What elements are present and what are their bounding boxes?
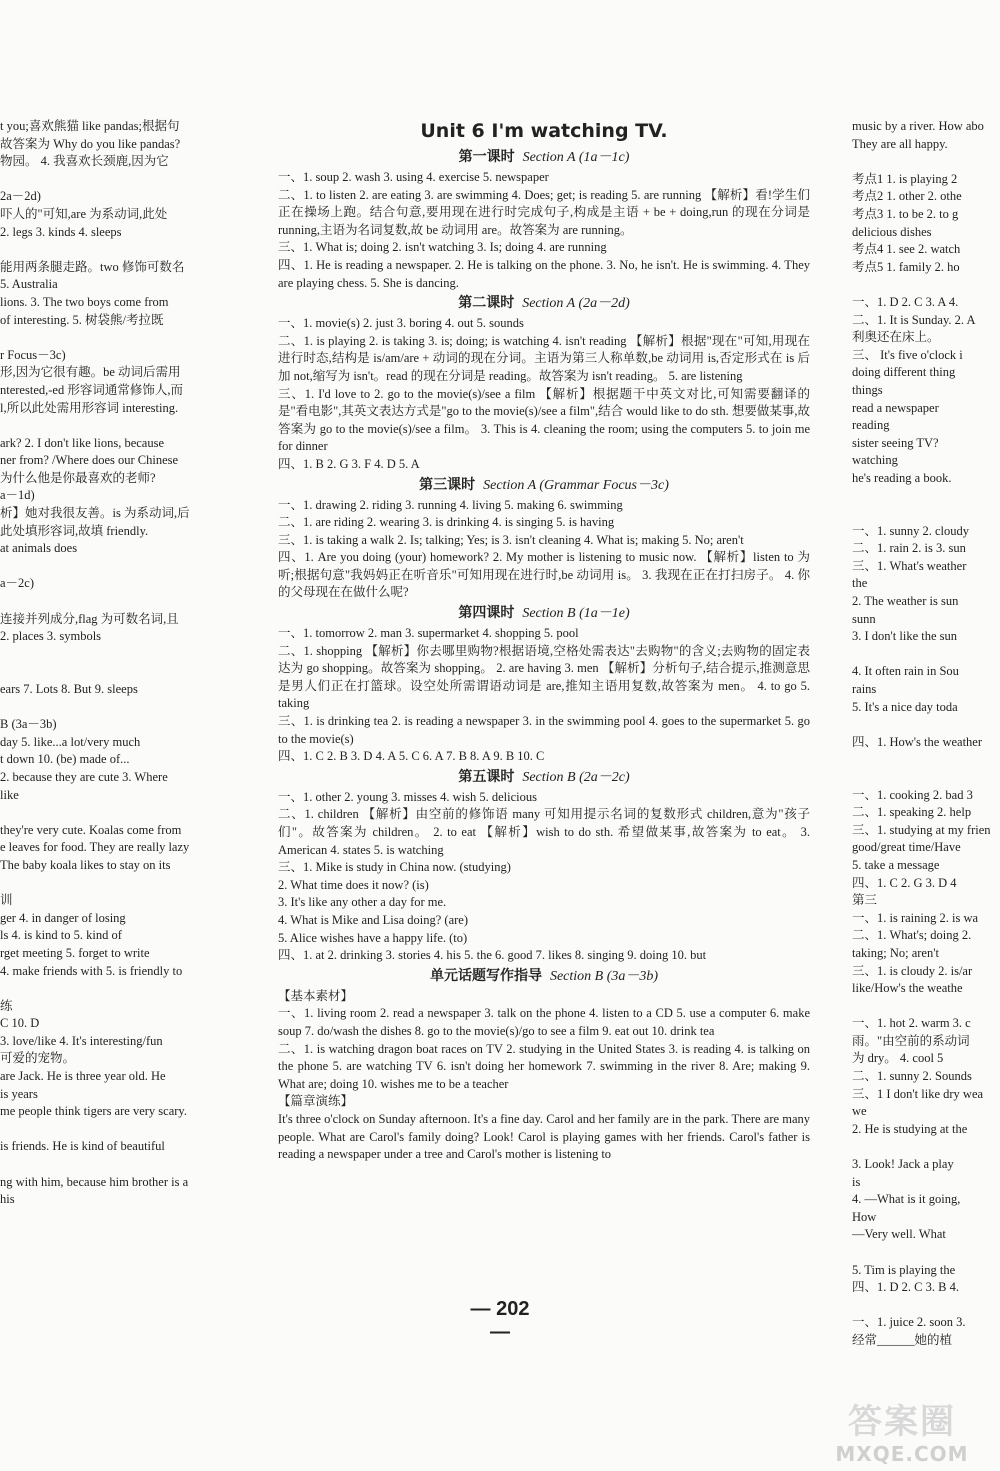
- left_column-line: r Focus－3c): [0, 347, 66, 362]
- answer-line: 3. It's like any other a day for me.: [278, 895, 447, 910]
- left_column-line: they're very cute. Koalas come from: [0, 822, 182, 837]
- right_column-line: [852, 1297, 1000, 1315]
- right_column-line: [852, 1138, 1000, 1156]
- right_column-line: 二、1. What's; doing 2.: [852, 928, 972, 943]
- lesson-title: 第四课时: [458, 605, 515, 622]
- right_column-line: 经常______她的植: [852, 1332, 953, 1347]
- right_column-line: 一、1. hot 2. warm 3. c: [852, 1016, 971, 1031]
- right_column-line: 二、1. It is Sunday. 2. A: [852, 312, 976, 327]
- middle-column: [278, 118, 810, 1164]
- right_column-line: 四、1. D 2. C 3. B 4.: [852, 1280, 959, 1295]
- right_column-line: 2. The weather is sun: [852, 594, 959, 609]
- section-heading: [278, 965, 810, 988]
- answer-line: 一、1. soup 2. wash 3. using 4. exercise 5. newspaper: [278, 170, 549, 184]
- right-column: [852, 118, 1000, 1350]
- answer-line: 一、1. tomorrow 2. man 3. supermarket 4. shopping 5. pool: [278, 626, 579, 641]
- left_column-line: [0, 1121, 222, 1139]
- section-heading: [278, 766, 810, 789]
- left_column-line: [0, 593, 222, 611]
- page-number: — 202 —: [470, 1298, 530, 1343]
- right_column-line: 一、1. is raining 2. is wa: [852, 910, 979, 925]
- left_column-line: 5. Australia: [0, 277, 58, 292]
- left_column-line: 连接并列成分,flag 为可数名词,且: [0, 611, 179, 626]
- right_column-line: good/great time/Have: [852, 840, 961, 855]
- right_column-line: 5. Tim is playing the: [852, 1262, 956, 1277]
- left_column-line: [0, 663, 222, 681]
- right_column-line: 考点3 1. to be 2. to g: [852, 206, 959, 221]
- section-heading: [278, 146, 810, 169]
- unit-title: Unit 6 I'm watching TV.: [420, 120, 668, 142]
- right_column-line: 三、1. What's weather: [852, 558, 967, 573]
- right_column-line: 为 dry。 4. cool 5: [852, 1051, 944, 1066]
- right_column-line: 2. He is studying at the: [852, 1121, 968, 1136]
- left_column-line: of interesting. 5. 树袋熊/考拉既: [0, 312, 164, 327]
- right_column-line: 三、1 I don't like dry wea: [852, 1086, 984, 1101]
- right_column-line: 三、1. is cloudy 2. is/ar: [852, 963, 973, 978]
- answer-line: 一、1. movie(s) 2. just 3. boring 4. out 5. sounds: [278, 316, 524, 331]
- right_column-line: [852, 276, 1000, 294]
- answer-line: 二、1. children 【解析】由空前的修饰语 many 可知用提示名词的复数形式 children,意为"孩子们"。故答案为 children。 2. to eat 【解析】wish to do sth. 希望做某事,故答案为 to eat。 3. American 4. states 5. is watching: [278, 807, 810, 857]
- left_column-line: 4. make friends with 5. is friendly to: [0, 963, 183, 978]
- left_column-line: 2a－2d): [0, 189, 41, 204]
- right_column-line: 3. I don't like the sun: [852, 629, 958, 644]
- right_column-line: How: [852, 1209, 877, 1224]
- right_column-line: is: [852, 1174, 861, 1189]
- left_column-line: 3. love/like 4. It's interesting/fun: [0, 1033, 163, 1048]
- right_column-line: sunn: [852, 611, 876, 626]
- answer-line: 一、1. living room 2. read a newspaper 3. talk on the phone 4. listen to a CD 5. use a computer 6. make soup 7. do/wash the dishes 8. go to the movie(s)/go to see a film 9. eat out 10. drink tea: [278, 1006, 810, 1038]
- lesson-title: 单元话题写作指导: [429, 967, 542, 984]
- right_column-line: reading: [852, 418, 890, 433]
- section-subtitle: Section A (2a－2d): [522, 296, 630, 312]
- right_column-line: 一、1. cooking 2. bad 3: [852, 787, 973, 802]
- right_column-line: 四、1. How's the weather: [852, 734, 982, 749]
- left_column-line: ger 4. in danger of losing: [0, 910, 126, 925]
- answer-line: 5. Alice wishes have a happy life. (to): [278, 930, 468, 945]
- answer-line: 四、1. He is reading a newspaper. 2. He is talking on the phone. 3. No, he isn't. He is swimming. 4. They are playing chess. 5. She is dancing.: [278, 257, 810, 290]
- left_column-line: 训: [0, 893, 13, 908]
- answer-line: 4. What is Mike and Lisa doing? (are): [278, 912, 468, 927]
- left_column-line: ears 7. Lots 8. But 9. sleeps: [0, 682, 138, 696]
- answer-line: 【篇章演练】: [278, 1094, 354, 1109]
- lesson-title: 第五课时: [458, 768, 515, 785]
- section-subtitle: Section A (Grammar Focus－3c): [483, 477, 669, 493]
- right_column-line: watching: [852, 453, 898, 468]
- right_column-line: 四、1. C 2. G 3. D 4: [852, 875, 957, 890]
- answer-line: 二、1. are riding 2. wearing 3. is drinking 4. is singing 5. is having: [278, 515, 615, 530]
- left_column-line: [0, 804, 222, 822]
- left_column-line: ark? 2. I don't like lions, because: [0, 435, 165, 450]
- left_column-line: ls 4. is kind to 5. kind of: [0, 928, 122, 943]
- left_column-line: l,所以此处需用形容词 interesting.: [0, 400, 179, 415]
- left_column-line: 为什么他是你最喜欢的老师?: [0, 470, 156, 485]
- answer-line: 三、1. I'd love to 2. go to the movie(s)/see a film 【解析】根据题干中英文对比,可知需要翻译的是"看电影",其英文表达方式是"go to the movie(s)/see a film",结合 would like to do sth. 想要做某事,故答案为 go to the movie(s)/see a film。 3. This is 4. cleaning the room; using the computers 5. to join me for dinner: [278, 386, 810, 454]
- left_column-line: t down 10. (be) made of...: [0, 752, 130, 767]
- left_column-line: [0, 329, 222, 347]
- left_column-line: [0, 875, 222, 893]
- left_column-line: t you;喜欢熊猫 like pandas;根据句: [0, 119, 180, 133]
- section-subtitle: Section B (2a－2c): [522, 769, 630, 785]
- right_column-line: They are all happy.: [852, 136, 948, 151]
- section-heading: [278, 474, 810, 497]
- answer-line: 一、1. other 2. young 3. misses 4. wish 5. delicious: [278, 789, 538, 804]
- right_column-line: 5. take a message: [852, 857, 940, 872]
- right_column-line: 考点4 1. see 2. watch: [852, 242, 961, 257]
- left_column-line: 故答案为 Why do you like pandas?: [0, 136, 181, 151]
- section-heading: [278, 602, 810, 625]
- right_column-line: 3. Look! Jack a play: [852, 1157, 954, 1172]
- right_column-line: 一、1. D 2. C 3. A 4.: [852, 294, 959, 309]
- answer-line: 2. What time does it now? (is): [278, 877, 429, 892]
- right_column-line: 4. —What is it going,: [852, 1192, 961, 1207]
- left_column-line: The baby koala likes to stay on its: [0, 857, 171, 872]
- left_column-line: 2. legs 3. kinds 4. sleeps: [0, 224, 122, 239]
- left_column-line: 析】她对我很友善。is 为系动词,后: [0, 506, 190, 521]
- answer-line: 三、1. Mike is study in China now. (studying): [278, 860, 511, 875]
- answer-line: 四、1. Are you doing (your) homework? 2. My mother is listening to music now. 【解析】listen to 为听;根据句意"我妈妈正在听音乐"可知用现在进行时,be 动词用 is。 3. 我现在正在打扫房子。 4. 你的父母现在在做什么呢?: [278, 550, 810, 600]
- section-subtitle: Section A (1a－1c): [522, 150, 630, 165]
- right_column-line: 二、1. speaking 2. help: [852, 805, 972, 820]
- left_column-line: a－2c): [0, 576, 35, 591]
- left_column-line: rget meeting 5. forget to write: [0, 945, 150, 960]
- section-heading: [278, 292, 810, 315]
- left_column-line: me people think tigers are very scary.: [0, 1104, 187, 1119]
- right_column-line: [852, 769, 1000, 787]
- right_column-line: 一、1. juice 2. soon 3.: [852, 1315, 966, 1330]
- lesson-title: 第一课时: [458, 149, 515, 165]
- answer-line: 二、1. is playing 2. is taking 3. is; doing; is watching 4. isn't reading 【解析】根据"现在"可知,用现在进行时态,结构是 is/am/are + 动词的现在分词。主语为第三人称单数,be 动词用 is,否定形式在 is 后加 not,缩写为 isn't。read 的现在分词是 reading。故答案为 isn't reading。 5. are listening: [278, 333, 810, 383]
- left_column-line: 形,因为它很有趣。be 动词后需用: [0, 365, 181, 380]
- right_column-line: [852, 998, 1000, 1016]
- left_column-line: 物园。 4. 我喜欢长颈鹿,因为它: [0, 154, 169, 169]
- left_column-line: 练: [0, 998, 13, 1013]
- left_column-line: is years: [0, 1086, 38, 1101]
- answer-line: 三、1. is taking a walk 2. Is; talking; Yes; is 3. isn't cleaning 4. What is; making 5. No; aren't: [278, 532, 744, 547]
- right_column-line: music by a river. How abo: [852, 119, 984, 133]
- left_column-line: [0, 646, 222, 664]
- left_column-line: [0, 980, 222, 998]
- left_column-line: ner from? /Where does our Chinese: [0, 453, 179, 468]
- left_column-line: [0, 1156, 222, 1174]
- right_column-line: rains: [852, 682, 877, 696]
- answer-line: 【基本素材】: [278, 988, 354, 1003]
- left_column-line: [0, 241, 222, 259]
- right_column-line: 三、1. studying at my frien: [852, 822, 991, 837]
- right_column-line: the: [852, 576, 868, 591]
- left_column-line: day 5. like...a lot/very much: [0, 734, 141, 749]
- right_column-line: we: [852, 1104, 867, 1119]
- right_column-line: 考点5 1. family 2. ho: [852, 259, 960, 274]
- answer-line: 二、1. shopping 【解析】你去哪里购物?根据语境,空格处需表达"去购物"的含义;去购物的固定表达为 go shopping。故答案为 shopping。 2. are having 3. men 【解析】分析句子,结合提示,推测意思是男人们正在打篮球。设空处所需谓语动词是 are,推知主语用复数,故答案为 men。 4. to go 5. taking: [278, 643, 810, 711]
- right_column-line: read a newspaper: [852, 400, 939, 415]
- right_column-line: 5. It's a nice day toda: [852, 699, 958, 714]
- right_column-line: 雨。"由空前的系动词: [852, 1033, 970, 1048]
- left_column-line: B (3a－3b): [0, 717, 57, 732]
- watermark-logo: 答案圈: [848, 1402, 956, 1442]
- right_column-line: 三、 It's five o'clock i: [852, 347, 963, 362]
- left_column-line: his: [0, 1192, 15, 1207]
- answer-line: 三、1. What is; doing 2. isn't watching 3. Is; doing 4. are running: [278, 240, 607, 255]
- left_column-line: 能用两条腿走路。two 修饰可数名: [0, 259, 185, 274]
- left_column-line: ng with him, because him brother is a: [0, 1174, 189, 1189]
- right_column-line: —Very well. What: [852, 1227, 946, 1242]
- left_column-line: 可爱的宠物。: [0, 1051, 76, 1066]
- right_column-line: [852, 505, 1000, 523]
- right_column-line: things: [852, 382, 883, 397]
- left-column: [0, 118, 222, 1209]
- left_column-line: [0, 558, 222, 576]
- answer-line: 四、1. B 2. G 3. F 4. D 5. A: [278, 456, 420, 471]
- answer-line: 四、1. at 2. drinking 3. stories 4. his 5. the 6. good 7. likes 8. singing 9. doing 10. but: [278, 948, 707, 963]
- left_column-line: e leaves for food. They are really lazy: [0, 840, 190, 855]
- right_column-line: like/How's the weathe: [852, 981, 963, 996]
- right_column-line: [852, 487, 1000, 505]
- left_column-line: lions. 3. The two boys come from: [0, 294, 169, 309]
- right_column-line: 一、1. sunny 2. cloudy: [852, 523, 970, 538]
- right_column-line: [852, 153, 1000, 171]
- answer-sections: [278, 146, 810, 1164]
- right_column-line: sister seeing TV?: [852, 435, 939, 450]
- left_column-line: like: [0, 787, 19, 802]
- left_column-line: 吓人的"可知,are 为系动词,此处: [0, 206, 168, 221]
- page-number-value: 202: [496, 1298, 530, 1320]
- answer-line: 一、1. drawing 2. riding 3. running 4. living 5. making 6. swimming: [278, 497, 623, 512]
- left_column-line: are Jack. He is three year old. He: [0, 1069, 166, 1084]
- left_column-line: 此处填形容词,故填 friendly.: [0, 523, 149, 538]
- left_column-line: C 10. D: [0, 1016, 40, 1031]
- right_column-line: [852, 646, 1000, 664]
- right_column-line: delicious dishes: [852, 224, 932, 239]
- right_column-line: 4. It often rain in Sou: [852, 664, 959, 679]
- right_column-line: [852, 1244, 1000, 1262]
- left_column-line: 2. because they are cute 3. Where: [0, 769, 168, 784]
- left_column-line: [0, 699, 222, 717]
- right_column-line: 二、1. sunny 2. Sounds: [852, 1069, 972, 1084]
- right_column-line: 利奥还在床上。: [852, 330, 940, 345]
- left_column-line: 2. places 3. symbols: [0, 629, 102, 644]
- right_column-line: 二、1. rain 2. is 3. sun: [852, 541, 966, 556]
- right_column-line: [852, 751, 1000, 769]
- watermark-url: MXQE.COM: [835, 1442, 969, 1466]
- right_column-line: [852, 716, 1000, 734]
- right_column-line: taking; No; aren't: [852, 945, 939, 960]
- answer-line: 二、1. is watching dragon boat races on TV 2. studying in the United States 3. is reading 4. is talking on the phone 5. are watching TV 6. isn't doing her homework 7. swimming in the river 8. Are; making 9. What are; doing 10. wishes me to be a teacher: [278, 1041, 810, 1091]
- right_column-line: doing different thing: [852, 365, 956, 380]
- left_column-line: a－1d): [0, 488, 35, 503]
- right_column-line: 考点2 1. other 2. othe: [852, 189, 962, 204]
- lesson-title: 第三课时: [419, 476, 476, 493]
- answer-line: 三、1. is drinking tea 2. is reading a newspaper 3. in the swimming pool 4. goes to the supermarket 5. go to the movie(s): [278, 714, 810, 746]
- answer-line: 二、1. to listen 2. are eating 3. are swimming 4. Does; get; is reading 5. are running 【解析】看!学生们正在操场上跑。结合句意,要用现在进行时完成句子,构成是主语 + be + doing,run 的现在分词是 running,主语为名词复数,故 be 动词用 are。故答案为 are running。: [278, 187, 810, 237]
- lesson-title: 第二课时: [458, 295, 515, 312]
- left_column-line: [0, 171, 222, 189]
- section-subtitle: Section B (3a－3b): [549, 968, 659, 984]
- left_column-line: is friends. He is kind of beautiful: [0, 1139, 165, 1154]
- left_column-line: nterested,-ed 形容词通常修饰人,而: [0, 382, 183, 397]
- answer-line: It's three o'clock on Sunday afternoon. It's a fine day. Carol and her family are in the park. There are many people. What are Carol's family doing? Look! Carol is playing games with her friends. Carol's father is reading a newspaper under a tree and Carol's mother is listening to: [278, 1111, 810, 1162]
- left_column-line: [0, 417, 222, 435]
- left_column-line: at animals does: [0, 541, 78, 556]
- right_column-line: 考点1 1. is playing 2: [852, 171, 958, 186]
- answer-line: 四、1. C 2. B 3. D 4. A 5. C 6. A 7. B 8. A 9. B 10. C: [278, 749, 545, 764]
- section-subtitle: Section B (1a－1e): [522, 606, 630, 622]
- right_column-line: he's reading a book.: [852, 470, 952, 485]
- right_column-line: 第三: [852, 893, 878, 908]
